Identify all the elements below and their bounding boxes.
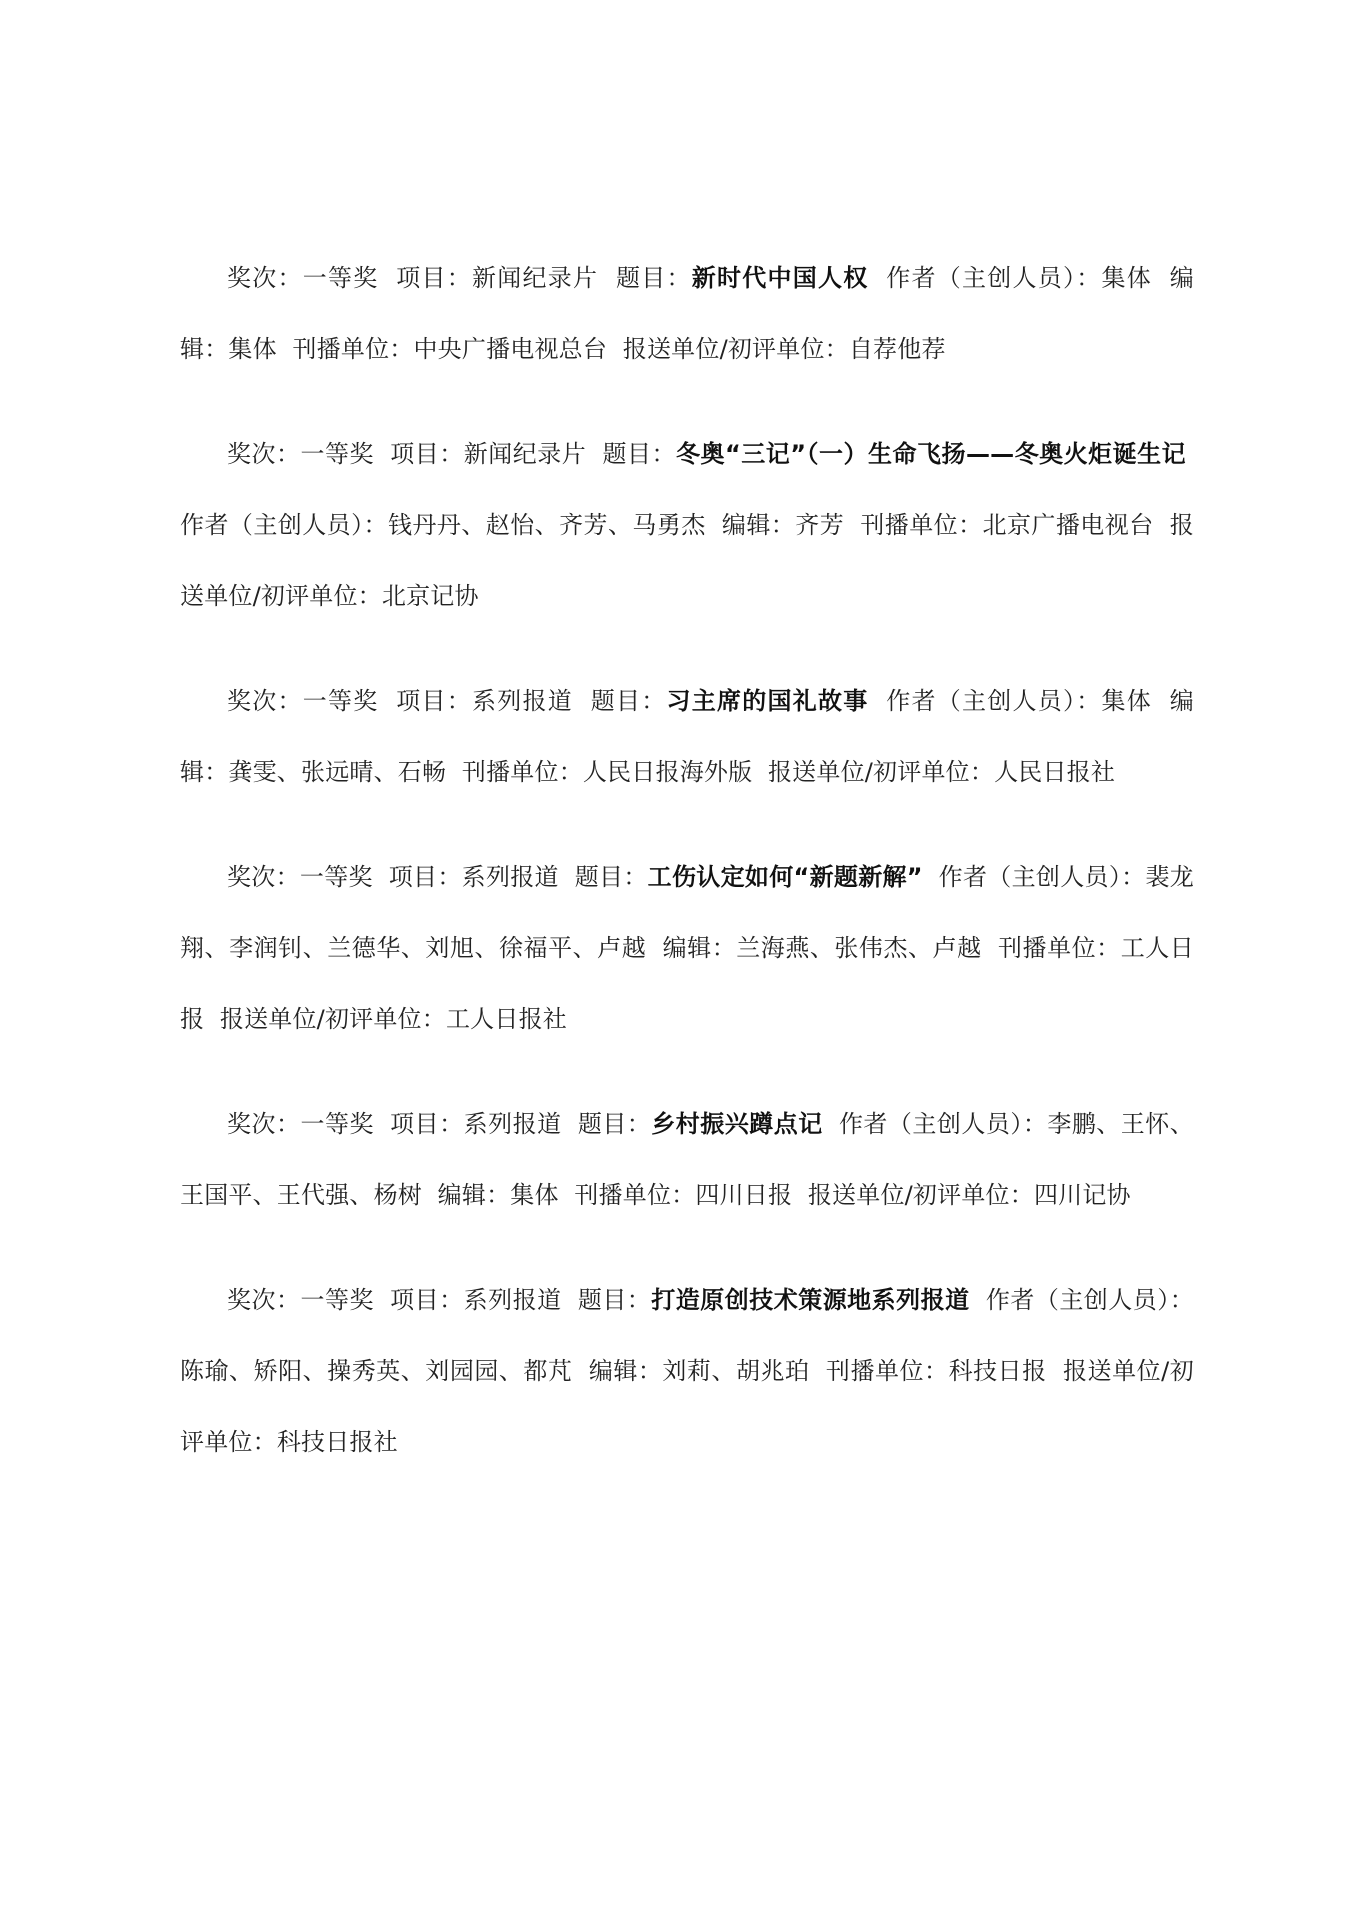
editor-label: 编辑：: [180, 264, 1194, 363]
submitter-value: 工人日报社: [445, 1005, 567, 1033]
author-value: 李鹏、王怀、王国平、王代强、杨树: [180, 1110, 1194, 1209]
award-entry-3: [180, 666, 1194, 808]
award-value: 一等奖: [299, 863, 373, 891]
editor-value: 刘莉、胡兆珀: [662, 1357, 810, 1385]
author-label: 作者（主创人员）：: [886, 687, 1102, 715]
title-label: 题目：: [577, 1286, 652, 1314]
entry-title: 习主席的国礼故事: [666, 687, 869, 715]
award-label: 奖次：: [227, 1110, 301, 1138]
project-label: 项目：: [390, 1110, 464, 1138]
publisher-label: 刊播单位：: [292, 335, 414, 363]
project-value: 系列报道: [463, 1286, 562, 1314]
publisher-value: 四川日报: [695, 1181, 793, 1209]
award-label: 奖次：: [227, 440, 301, 468]
submitter-label: 报送单位/初评单位：: [767, 758, 995, 786]
author-label: 作者（主创人员）：: [180, 511, 388, 539]
submitter-value: 自荐他荐: [848, 335, 946, 363]
award-entry-2: [180, 419, 1194, 632]
project-label: 项目：: [396, 264, 473, 292]
submitter-value: 科技日报社: [276, 1428, 398, 1456]
title-label: 题目：: [602, 440, 676, 468]
editor-label: 编辑：: [437, 1181, 511, 1209]
project-value: 新闻纪录片: [463, 440, 587, 468]
publisher-value: 北京广播电视台: [982, 511, 1154, 539]
award-label: 奖次：: [227, 264, 303, 292]
submitter-label: 报送单位/初评单位：: [807, 1181, 1034, 1209]
author-value: 钱丹丹、赵怡、齐芳、马勇杰: [388, 511, 706, 539]
editor-value: 龚雯、张远晴、石畅: [228, 758, 447, 786]
project-value: 系列报道: [472, 687, 574, 715]
publisher-label: 刊播单位：: [825, 1357, 949, 1385]
submitter-label: 报送单位/初评单位：: [180, 1357, 1194, 1456]
editor-value: 集体: [228, 335, 277, 363]
award-entry-1: [180, 243, 1194, 385]
award-entry-5: [180, 1089, 1194, 1231]
award-value: 一等奖: [300, 1286, 374, 1314]
publisher-value: 科技日报: [948, 1357, 1047, 1385]
author-label: 作者（主创人员）：: [838, 1110, 1048, 1138]
project-label: 项目：: [396, 687, 473, 715]
project-value: 系列报道: [461, 863, 559, 891]
entry-title: 冬奥“三记”（一）生命飞扬——冬奥火炬诞生记: [675, 440, 1187, 468]
author-value: 集体: [1101, 264, 1153, 292]
entry-title: 打造原创技术策源地系列报道: [651, 1286, 970, 1314]
publisher-value: 工人日报: [180, 934, 1194, 1033]
submitter-label: 报送单位/初评单位：: [219, 1005, 446, 1033]
title-label: 题目：: [616, 264, 692, 292]
publisher-label: 刊播单位：: [574, 1181, 696, 1209]
publisher-value: 中央广播电视总台: [413, 335, 608, 363]
author-label: 作者（主创人员）：: [886, 264, 1102, 292]
publisher-value: 人民日报海外版: [582, 758, 753, 786]
editor-label: 编辑：: [721, 511, 796, 539]
submitter-label: 报送单位/初评单位：: [622, 335, 849, 363]
publisher-label: 刊播单位：: [997, 934, 1121, 962]
award-value: 一等奖: [300, 440, 374, 468]
project-label: 项目：: [390, 1286, 464, 1314]
submitter-value: 北京记协: [381, 582, 479, 610]
project-value: 系列报道: [463, 1110, 562, 1138]
author-label: 作者（主创人员）：: [985, 1286, 1194, 1314]
publisher-label: 刊播单位：: [860, 511, 983, 539]
entry-title: 乡村振兴蹲点记: [651, 1110, 823, 1138]
submitter-label: 报送单位/初评单位：: [180, 511, 1194, 610]
author-label: 作者（主创人员）：: [938, 863, 1146, 891]
project-label: 项目：: [388, 863, 462, 891]
publisher-label: 刊播单位：: [461, 758, 583, 786]
submitter-value: 四川记协: [1033, 1181, 1131, 1209]
editor-label: 编辑：: [662, 934, 737, 962]
editor-value: 集体: [510, 1181, 559, 1209]
award-value: 一等奖: [302, 687, 379, 715]
award-entry-4: [180, 842, 1194, 1055]
editor-label: 编辑：: [180, 687, 1194, 786]
editor-value: 兰海燕、张伟杰、卢越: [736, 934, 982, 962]
project-label: 项目：: [390, 440, 464, 468]
editor-value: 齐芳: [795, 511, 845, 539]
title-label: 题目：: [574, 863, 648, 891]
editor-label: 编辑：: [588, 1357, 663, 1385]
title-label: 题目：: [577, 1110, 652, 1138]
award-label: 奖次：: [227, 863, 300, 891]
entry-title: 新时代中国人权: [691, 264, 869, 292]
award-value: 一等奖: [302, 264, 379, 292]
author-value: 裴龙翔、李润钊、兰德华、刘旭、徐福平、卢越: [180, 863, 1194, 962]
author-value: 集体: [1101, 687, 1153, 715]
entry-title: 工伤认定如何“新题新解”: [647, 863, 923, 891]
award-label: 奖次：: [227, 1286, 301, 1314]
award-value: 一等奖: [300, 1110, 374, 1138]
author-value: 陈瑜、矫阳、操秀英、刘园园、都芃: [180, 1357, 573, 1385]
award-label: 奖次：: [227, 687, 303, 715]
title-label: 题目：: [590, 687, 667, 715]
project-value: 新闻纪录片: [472, 264, 599, 292]
award-entry-6: [180, 1265, 1194, 1478]
submitter-value: 人民日报社: [994, 758, 1116, 786]
